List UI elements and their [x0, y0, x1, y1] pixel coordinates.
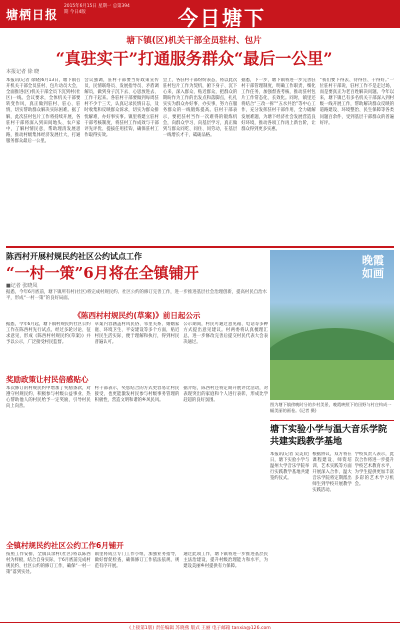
- section2-byline: ■记者 张晓凤: [6, 283, 38, 289]
- masthead-bar: [0, 0, 400, 28]
- block-column: 本次修订的村规民约中增加了奖励条款，对遵守村规民约、积极参与村级公益事业、热心帮助他人的村民给予一定奖励，引导村民向上向善。: [6, 386, 91, 409]
- lead-column: 会议强调，驻村干部要当好政策宣传员、民情联络员、发展指导员、矛盾调解员，做到身子沉下去、心思放进去、工作干起来。各驻村干部要做到每周驻村不少于三天，认真记录民情日志，及时收集和反映群众诉求，切实为群众排忧解难，办好事实事。镇里将建立驻村干部考核制度，将驻村工作成效与干部评先评优、提拔任用挂钩，确保驻村工作取得实效。: [84, 78, 159, 138]
- block-column: 村干部表示，奖惩结合的方式更容易让村民接受，也更能激发村民参与村级事务管理的积极性，营造文明和谐的乡风民风。: [94, 386, 180, 403]
- section3-headline: 塘下实验小学与温大音乐学院共建实践教学基地: [270, 425, 388, 447]
- block-1-columns: [6, 322, 268, 370]
- block-column: 镇里将成立专门工作小组，加强业务指导，做好督促检查，确保修订工作依法依规、规范有序开展。: [94, 552, 180, 569]
- lead-headline: “真驻实干”打通服务群众“最后一公里”: [55, 49, 333, 68]
- lead-column: 本报讯(记者 徐晓)6月13日，塘下镇召开机关干部全员驻村、包片动员大会，全面推进(区)机关干部全员下沉到村(社区)一线。会议要求，全体机关干部要转变作风，真正做到驻村、驻心、驻情，切实帮助群众解决实际困难。据了解，此次驻村包片工作将持续开展，各驻村干部将深入到田间地头、农户家中，了解村情民意，帮助理清发展思路，推动村级集体经济发展壮大，打通服务群众最后一公里。: [6, 78, 81, 144]
- newspaper-logo: 塘栖日报: [6, 8, 59, 22]
- section3-column: 根据协议，双方将在课程建设、师资培训、艺术实践等方面开展深入合作，温大音乐学院将定期派出师生到学校开展教学实践活动。: [312, 452, 352, 493]
- issue-info: 2015年6月15日 星期一 总第394期 今日4版: [64, 4, 130, 15]
- section3-divider: [270, 420, 394, 421]
- block-column: 草案内容涵盖村风民俗、邻里关系、婚姻家庭、环境卫生、平安建设等多个方面，贴近村民生活实际，便于理解和执行，得到村民普遍认可。: [94, 322, 180, 345]
- block-column: 通过此项工作，塘下镇将进一步推进基层民主法治建设，提升村级治理能力和水平，为建设美丽乡村提供有力保障。: [183, 552, 269, 569]
- section2-kicker: 陈西村开展村规民约社区公约试点工作: [6, 252, 142, 261]
- block-column: 据介绍，陈西村还将定期开展评比活动，对表现突出的家庭和个人进行表彰，形成比学赶超的良好氛围。: [183, 386, 269, 403]
- section3-column: 学校负责人表示，此次合作将进一步提升学校艺术教育水平，为学生提供更加丰富多彩的艺术学习机会。: [354, 452, 394, 487]
- page-title: 今日塘下: [178, 6, 266, 30]
- block-column: 按照工作安排，全镇其余村(社区)将以陈西村为样板，结合自身实际，于6月底前完成村规民约、社区公约的修订工作，确保“一村一策”落到实处。: [6, 552, 91, 575]
- subhead-1: 《陈西村村规民约(草案)》前日起公示: [73, 311, 201, 320]
- section-divider: [6, 246, 394, 248]
- subhead-2: 奖励政策让村民倍感贴心: [6, 375, 89, 384]
- block-column: 据悉，今年6月起，塘下镇村规民约社区公约工作在陈西村先行试点。经过多轮讨论、征求意见，形成《陈西村村规民约(草案)》并予以公示，广泛接受村民监督。: [6, 322, 91, 345]
- block-column: 公示期间，村民可通过意见箱、电话等多种方式提出意见建议。村两委将认真梳理汇总，进一步修改完善后提交村民代表大会表决通过。: [183, 322, 269, 345]
- block-2-columns: [6, 386, 268, 536]
- block-3-columns: [6, 552, 268, 618]
- lead-column: 会上，各驻村干部纷纷表态，将以此次驻村包片工作为契机，俯下身子、沉下心来，深入群众、贴近群众，把群众的期盼作为工作的出发点和落脚点，扎扎实实为群众办好事、办实事，努力在服务群众的一线锻炼提高。驻村干部表示，要把驻村当作一次难得的锻炼机会，向群众学习、向基层学习，真正做到与群众同吃、同住、同劳动，在基层一线增长才干、砥砺品格。: [162, 78, 238, 138]
- lead-column: “我们要下得去、待得住、干得好。”一位驻村干部说，驻村工作不是走过场，而是要真正为老百姓解决问题。今年以来，塘下镇已有多名机关干部深入到村级一线开展工作，帮助解决群众反映的道路建设、环境整治、民生保障等各类问题百余件，受到基层干部群众的普遍好评。: [319, 78, 395, 126]
- section3-column: 本报讯(记者 吴美)近日，塘下实验小学与温州大学音乐学院举行实践教学基地共建签约仪式。: [270, 452, 310, 481]
- lead-columns: [6, 78, 394, 244]
- photo-field-shape: [270, 360, 394, 400]
- photo-caption: 图为塘下镇傍晚时分的乡村美景，晚霞映照下的田野与村庄构成一幅美丽的画卷。(记者 摄): [270, 402, 392, 413]
- lead-column: 据悉，下一步，塘下镇将进一步完善驻村干部管理制度，明确工作职责，细化工作任务，加强督查考核，推动驻村包片工作常态化、长效化。同时，镇里还将结合“三改一拆”“五水共治”等中心工作，充分发挥驻村干部作用，全力破解发展难题，为塘下经济社会发展营造良好环境，推动各项工作再上新台阶，让群众得到更多实惠。: [241, 78, 316, 132]
- masthead-logo: [6, 4, 62, 24]
- section3-columns: [270, 452, 394, 616]
- page-footer: (上接第1版) 责任编辑 苏晓燕 版式 王丽 电子邮箱 tanxia@126.com: [0, 622, 400, 634]
- section2-headline: “一村一策”6月将在全镇铺开: [6, 264, 199, 282]
- lead-kicker: 塘下镇(区)机关干部全员驻村、包片: [126, 36, 262, 46]
- lead-byline: 本报记者 徐 晓: [6, 69, 40, 75]
- landscape-photo: [270, 250, 394, 400]
- section2-lead: 据悉，今年6月底前，塘下镇所有村(社区)将完成村规民约、社区公约的修订完善工作，进一步推进基层社会治理创新，提高村民自治水平，形成“一村一策”的良好局面。: [6, 290, 267, 301]
- subhead-3: 全镇村规民约社区公约工作6月铺开: [6, 541, 124, 550]
- photo-tag: 晚霞如画: [362, 254, 384, 280]
